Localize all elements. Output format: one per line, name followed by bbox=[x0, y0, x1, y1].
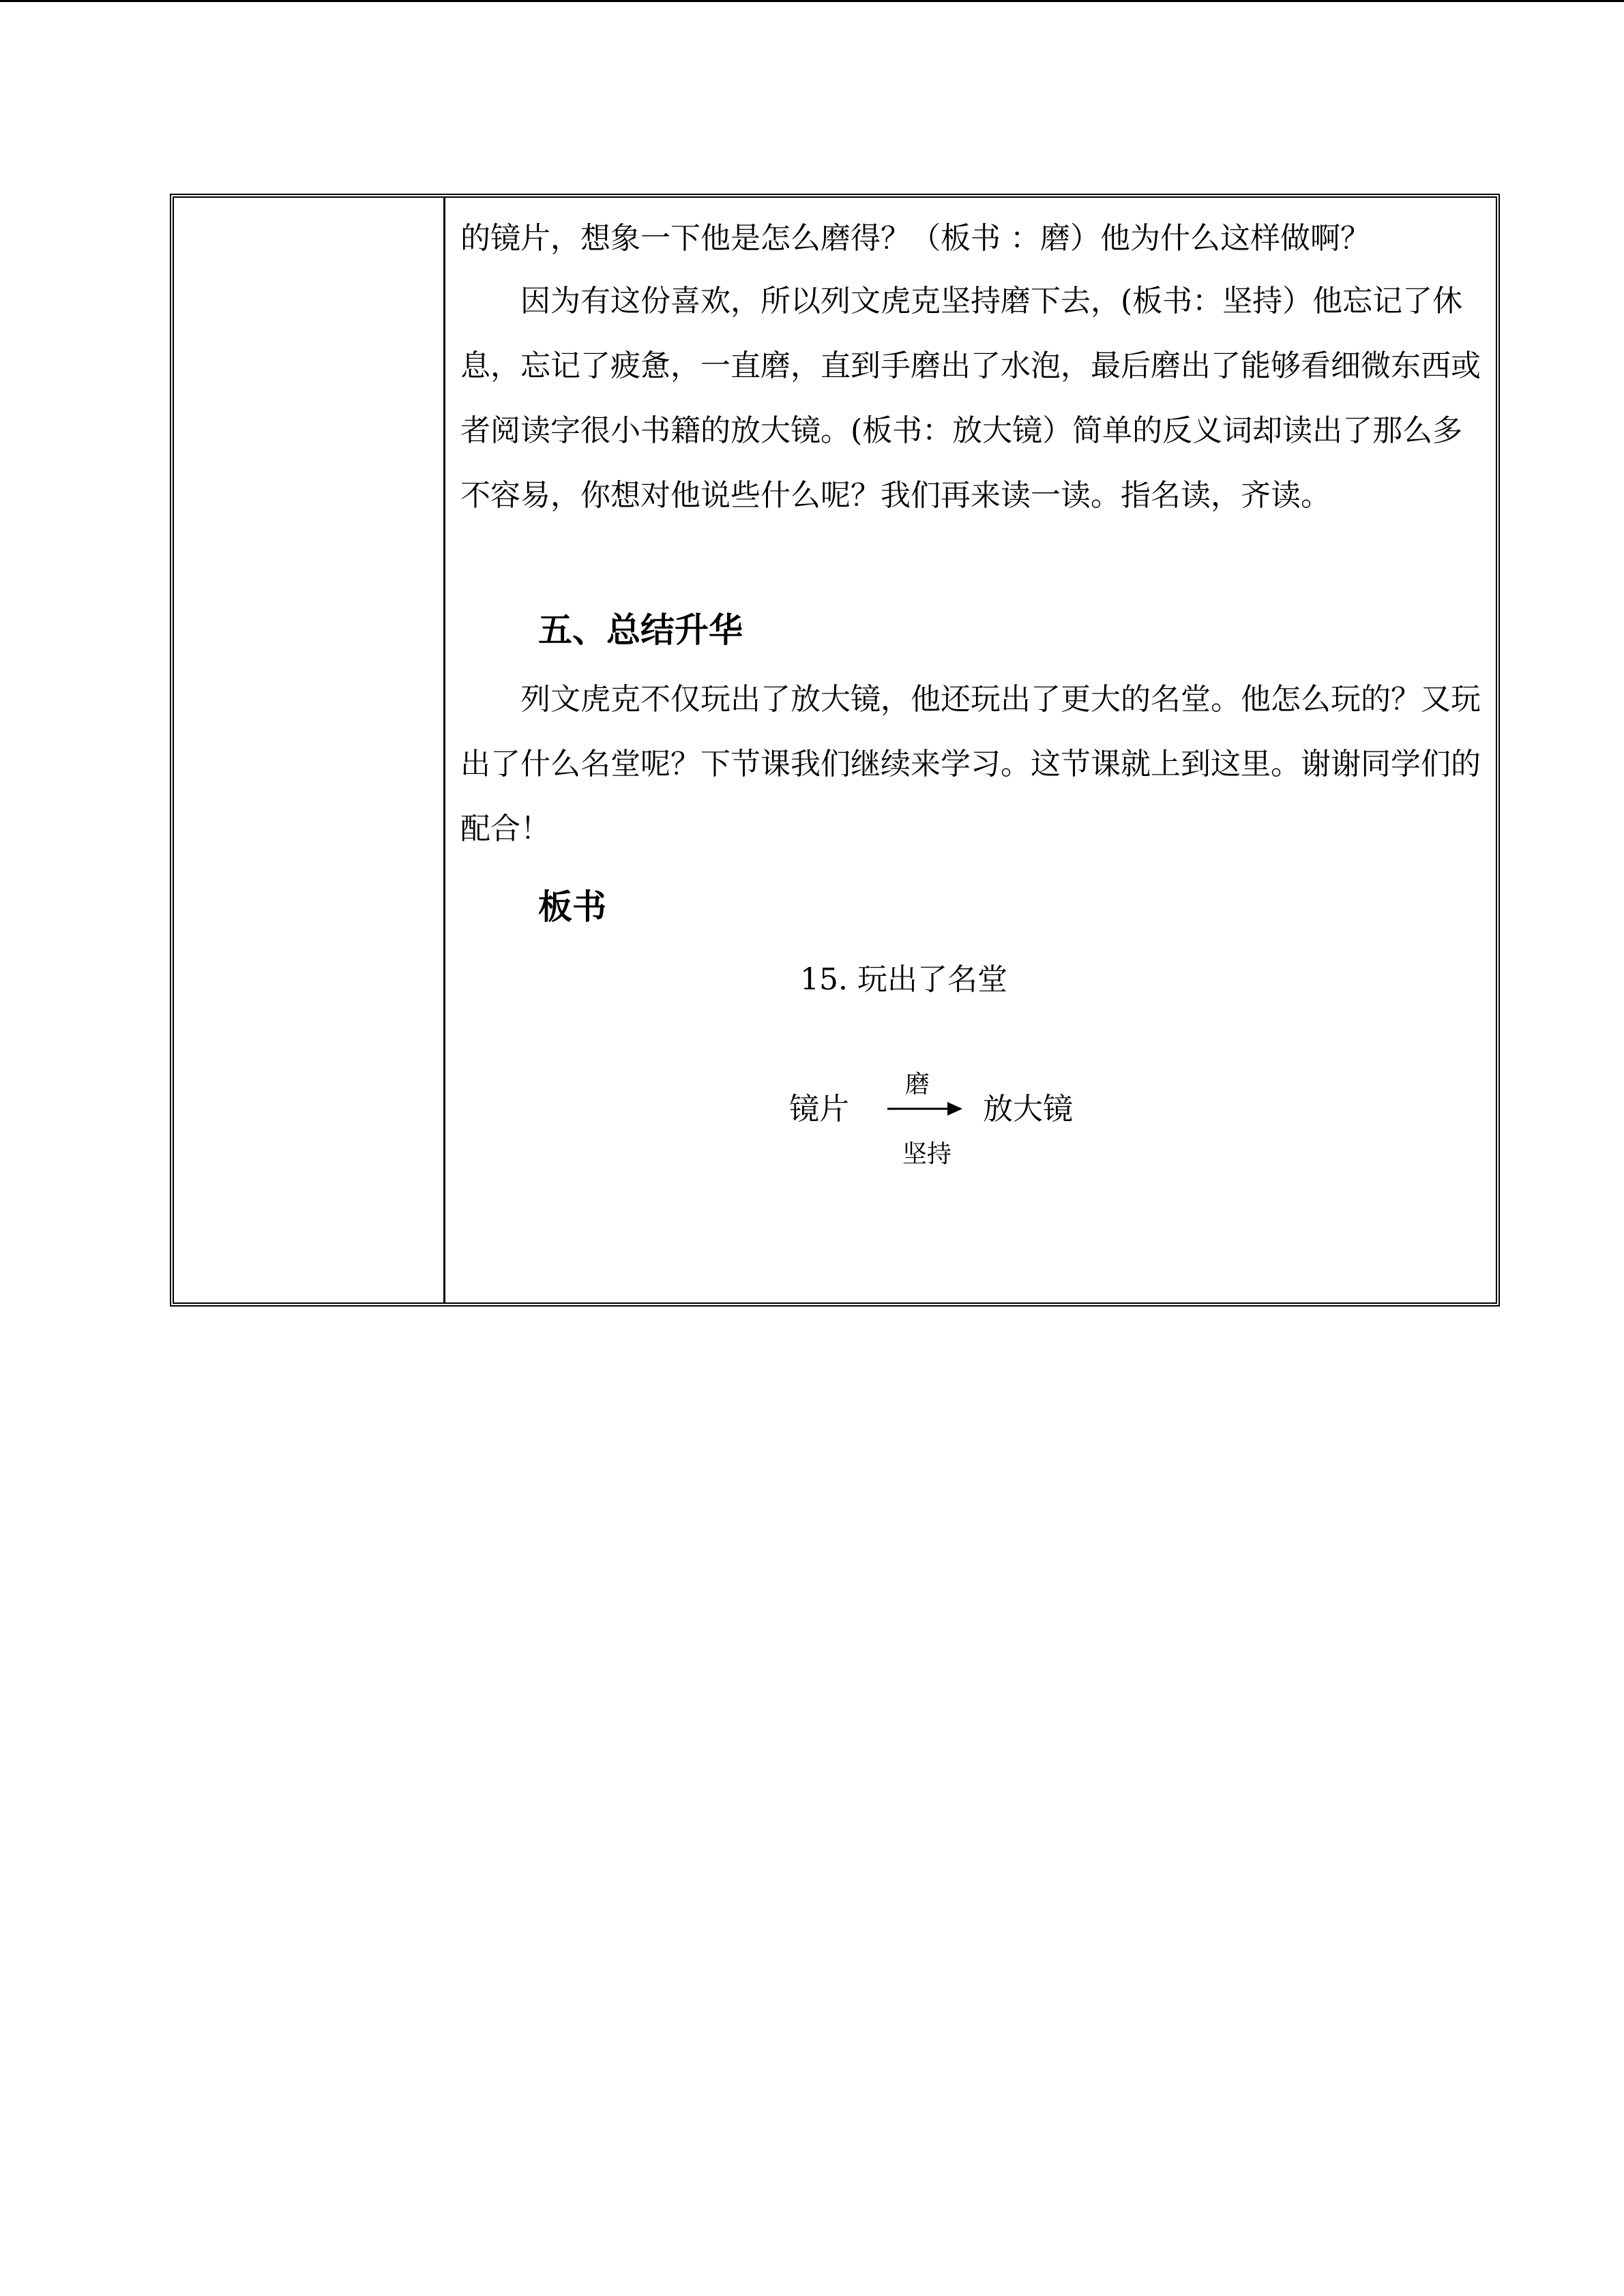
blackboard-right-term: 放大镜 bbox=[983, 1092, 1073, 1127]
blackboard-heading: 板书 bbox=[538, 887, 606, 927]
table-right-column bbox=[445, 198, 1496, 1302]
paragraph-continuation: 的镜片，想象一下他是怎么磨得？（板书 ：磨）他为什么这样做啊？ bbox=[460, 221, 1370, 256]
blackboard-left-term: 镜片 bbox=[789, 1092, 849, 1127]
blackboard-arrow-label-top: 磨 bbox=[905, 1071, 930, 1099]
right-arrow-icon bbox=[887, 1101, 962, 1117]
lesson-plan-table bbox=[170, 194, 1500, 1307]
blackboard-title: 15. 玩出了名堂 bbox=[800, 962, 1007, 997]
section-heading-summary: 五、总结升华 bbox=[538, 610, 743, 650]
table-left-column bbox=[174, 198, 445, 1302]
paragraph-persistence: 因为有这份喜欢，所以列文虎克坚持磨下去，(板书：坚持）他忘记了休息，忘记了疲惫，一直磨，直到手磨出了水泡，最后磨出了能够看细微东西或者阅读字很小书籍的放大镜。(板书：放大镜）简单的反义词却读出了那么多不容易，你想对他说些什么呢？我们再来读一读。指名读，齐读。 bbox=[460, 284, 1481, 513]
page-top-border bbox=[0, 0, 1624, 2]
paragraph-summary: 列文虎克不仅玩出了放大镜，他还玩出了更大的名堂。他怎么玩的？又玩出了什么名堂呢？下节课我们继续来学习。这节课就上到这里。谢谢同学们的配合！ bbox=[460, 682, 1481, 846]
blackboard-arrow-label-bottom: 坚持 bbox=[902, 1140, 952, 1168]
